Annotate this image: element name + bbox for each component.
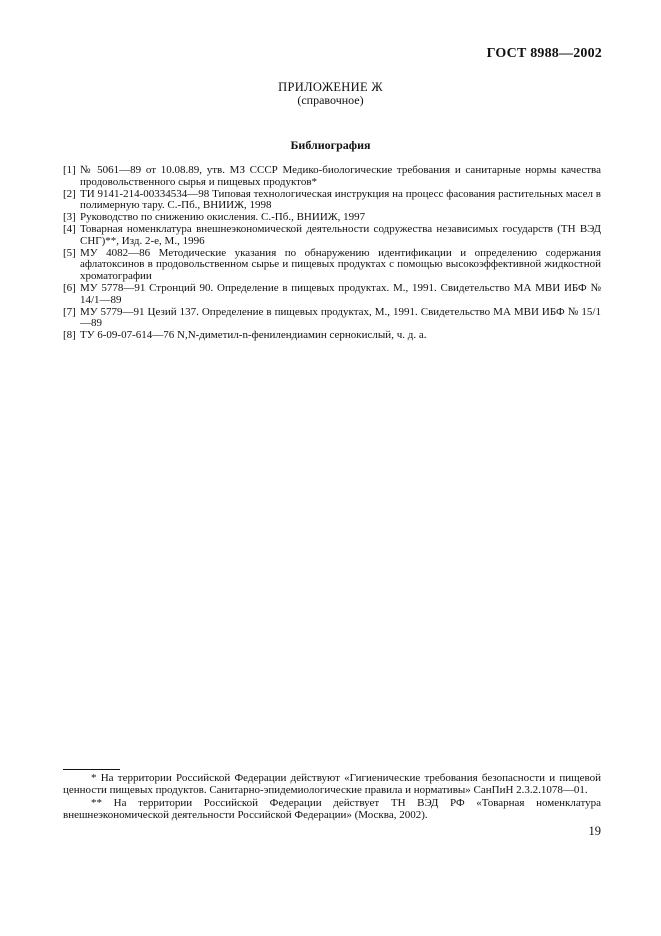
bibliography-heading: Библиография bbox=[290, 138, 371, 152]
page-number: 19 bbox=[588, 824, 601, 838]
appendix-subtitle: (справочное) bbox=[297, 93, 364, 107]
reference-number: [7] bbox=[63, 305, 76, 318]
bibliography-item bbox=[63, 189, 601, 213]
standard-number: ГОСТ 8988—2002 bbox=[486, 46, 602, 61]
appendix-title: ПРИЛОЖЕНИЕ Ж bbox=[278, 80, 383, 94]
bibliography-item bbox=[63, 307, 601, 331]
reference-text: МУ 4082—86 Методические указания по обнаружению идентификации и определению содержания афлатоксинов в продовольственном сырье и пищевых продуктах с помощью высокоэффективной жидкостной хроматографии bbox=[80, 246, 601, 283]
bibliography-item bbox=[63, 224, 601, 248]
reference-number: [8] bbox=[63, 329, 76, 342]
reference-number: [6] bbox=[63, 281, 76, 294]
reference-text: МУ 5779—91 Цезий 137. Определение в пищевых продуктах, М., 1991. Свидетельство МА МВИ ИБФ № 15/1—89 bbox=[80, 305, 601, 330]
reference-text: ТИ 9141-214-00334534—98 Типовая технологическая инструкция на процесс фасования растительных масел в полимерную тару. С.-Пб., ВНИИЖ, 1998 bbox=[80, 187, 601, 212]
bibliography-list bbox=[63, 165, 601, 342]
footnote-divider bbox=[63, 769, 120, 770]
bibliography-item bbox=[63, 165, 601, 189]
reference-text: Товарная номенклатура внешнеэкономической деятельности содружества независимых государств (ТН ВЭД СНГ)**, Изд. 2-е, М., 1996 bbox=[80, 222, 601, 247]
bibliography-item bbox=[63, 283, 601, 307]
reference-number: [5] bbox=[63, 246, 76, 259]
reference-number: [3] bbox=[63, 211, 76, 224]
footnotes bbox=[63, 772, 601, 822]
footnote: * На территории Российской Федерации действуют «Гигиенические требования безопасности и пищевой ценности пищевых продуктов. Санитарно-эпидемиологические правила и нормативы» СанПиН 2.3.2.1078—01. bbox=[63, 772, 601, 797]
reference-text: ТУ 6-09-07-614—76 N,N-диметил-n-фенилендиамин сернокислый, ч. д. а. bbox=[80, 329, 427, 342]
bibliography-item bbox=[63, 248, 601, 283]
reference-text: МУ 5778—91 Стронций 90. Определение в пищевых продуктах. М., 1991. Свидетельство МА МВИ ИБФ № 14/1—89 bbox=[80, 281, 601, 306]
bibliography-item bbox=[63, 330, 601, 342]
reference-number: [1] bbox=[63, 164, 76, 176]
reference-number: [4] bbox=[63, 222, 76, 235]
reference-number: [2] bbox=[63, 187, 76, 200]
footnote: ** На территории Российской Федерации действует ТН ВЭД РФ «Товарная номенклатура внешнеэкономической деятельности Российской Федерации» (Москва, 2002). bbox=[63, 796, 601, 822]
reference-text: № 5061—89 от 10.08.89, утв. МЗ СССР Медико-биологические требования и санитарные нормы качества продовольственного сырья и пищевых продуктов* bbox=[80, 164, 601, 188]
reference-text: Руководство по снижению окисления. С.-Пб., ВНИИЖ, 1997 bbox=[80, 211, 366, 224]
